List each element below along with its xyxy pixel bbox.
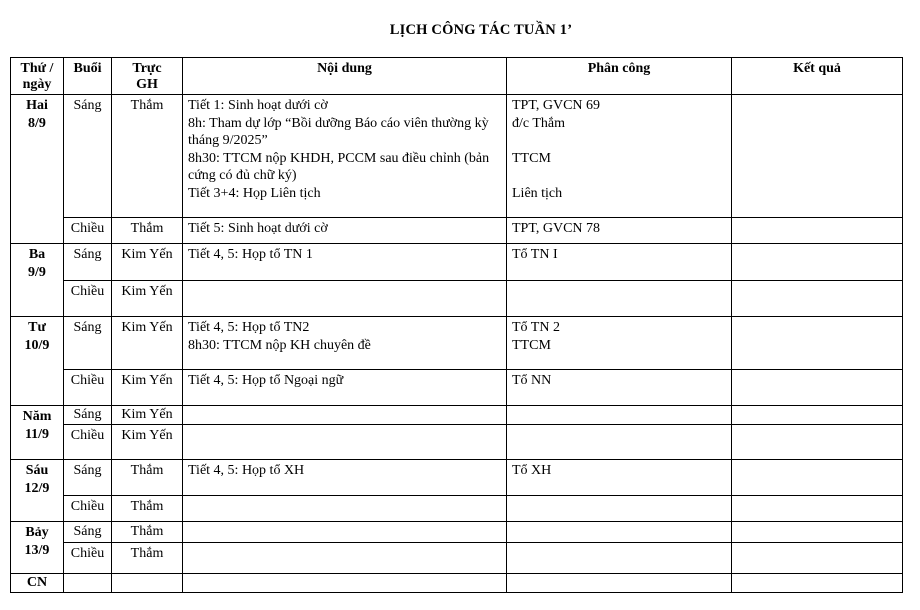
day-cell: Hai 8/9 — [11, 95, 64, 244]
session-cell: Chiều — [64, 370, 112, 406]
result-cell — [732, 244, 903, 281]
table-row — [11, 317, 903, 370]
header-day: Thứ / ngày — [11, 58, 64, 95]
session-cell: Sáng — [64, 244, 112, 281]
result-cell — [732, 496, 903, 522]
assignment-cell: Tổ TN 2 TTCM — [507, 317, 732, 370]
content-cell — [183, 425, 507, 460]
session-cell: Sáng — [64, 406, 112, 425]
table-row — [11, 406, 903, 425]
duty-cell: Kim Yến — [112, 317, 183, 370]
result-cell — [732, 95, 903, 218]
table-row — [11, 370, 903, 406]
result-cell — [732, 522, 903, 543]
result-cell — [732, 281, 903, 317]
session-cell: Chiều — [64, 218, 112, 244]
assignment-cell — [507, 543, 732, 574]
duty-cell: Kim Yến — [112, 281, 183, 317]
result-cell — [732, 406, 903, 425]
table-row — [11, 496, 903, 522]
content-cell: Tiết 5: Sinh hoạt dưới cờ — [183, 218, 507, 244]
session-cell: Sáng — [64, 317, 112, 370]
header-session: Buổi — [64, 58, 112, 95]
session-cell — [64, 574, 112, 593]
session-cell: Chiều — [64, 281, 112, 317]
content-cell — [183, 406, 507, 425]
duty-cell: Kim Yến — [112, 244, 183, 281]
header-content: Nội dung — [183, 58, 507, 95]
day-cell: CN — [11, 574, 64, 593]
assignment-cell: TPT, GVCN 78 — [507, 218, 732, 244]
duty-cell: Thắm — [112, 496, 183, 522]
content-cell: Tiết 4, 5: Họp tổ XH — [183, 460, 507, 496]
session-cell: Sáng — [64, 460, 112, 496]
assignment-cell: Tổ XH — [507, 460, 732, 496]
header-row — [11, 58, 903, 95]
header-result: Kết quả — [732, 58, 903, 95]
assignment-cell — [507, 522, 732, 543]
duty-cell: Thắm — [112, 522, 183, 543]
result-cell — [732, 370, 903, 406]
duty-cell: Kim Yến — [112, 370, 183, 406]
assignment-cell — [507, 425, 732, 460]
content-cell: Tiết 4, 5: Họp tổ TN2 8h30: TTCM nộp KH chuyên đề — [183, 317, 507, 370]
session-cell: Chiều — [64, 425, 112, 460]
duty-cell: Thắm — [112, 460, 183, 496]
header-duty: Trực GH — [112, 58, 183, 95]
result-cell — [732, 218, 903, 244]
day-cell: Năm 11/9 — [11, 406, 64, 460]
result-cell — [732, 317, 903, 370]
day-cell: Sáu 12/9 — [11, 460, 64, 522]
content-cell: Tiết 4, 5: Họp tổ Ngoại ngữ — [183, 370, 507, 406]
assignment-cell — [507, 574, 732, 593]
assignment-cell: Tổ TN I — [507, 244, 732, 281]
assignment-cell — [507, 406, 732, 425]
header-assignment: Phân công — [507, 58, 732, 95]
result-cell — [732, 425, 903, 460]
content-cell — [183, 281, 507, 317]
assignment-cell — [507, 496, 732, 522]
content-cell — [183, 496, 507, 522]
session-cell: Sáng — [64, 522, 112, 543]
session-cell: Sáng — [64, 95, 112, 218]
duty-cell: Kim Yến — [112, 406, 183, 425]
result-cell — [732, 460, 903, 496]
duty-cell: Thắm — [112, 95, 183, 218]
table-row — [11, 244, 903, 281]
session-cell: Chiều — [64, 496, 112, 522]
table-row — [11, 218, 903, 244]
content-cell: Tiết 4, 5: Họp tổ TN 1 — [183, 244, 507, 281]
table-row — [11, 281, 903, 317]
content-cell — [183, 543, 507, 574]
table-row — [11, 543, 903, 574]
content-cell — [183, 522, 507, 543]
assignment-cell: Tổ NN — [507, 370, 732, 406]
content-cell: Tiết 1: Sinh hoạt dưới cờ 8h: Tham dự lớp “Bồi dưỡng Báo cáo viên thường kỳ tháng 9/2025” 8h30: TTCM nộp KHDH, PCCM sau điều chỉnh (bản cứng có đủ chữ ký) Tiết 3+4: Họp Liên tịch — [183, 95, 507, 218]
table-row — [11, 95, 903, 218]
page-title: LỊCH CÔNG TÁC TUẦN 1’ — [389, 22, 573, 38]
assignment-cell — [507, 281, 732, 317]
table-row — [11, 574, 903, 593]
duty-cell: Thắm — [112, 543, 183, 574]
result-cell — [732, 543, 903, 574]
day-cell: Bảy 13/9 — [11, 522, 64, 574]
day-cell: Ba 9/9 — [11, 244, 64, 317]
duty-cell: Kim Yến — [112, 425, 183, 460]
content-cell — [183, 574, 507, 593]
assignment-cell: TPT, GVCN 69 đ/c Thắm TTCM Liên tịch — [507, 95, 732, 218]
day-cell: Tư 10/9 — [11, 317, 64, 406]
duty-cell — [112, 574, 183, 593]
table-row — [11, 460, 903, 496]
table-row — [11, 522, 903, 543]
schedule-table — [10, 57, 903, 593]
duty-cell: Thắm — [112, 218, 183, 244]
result-cell — [732, 574, 903, 593]
table-row — [11, 425, 903, 460]
session-cell: Chiều — [64, 543, 112, 574]
